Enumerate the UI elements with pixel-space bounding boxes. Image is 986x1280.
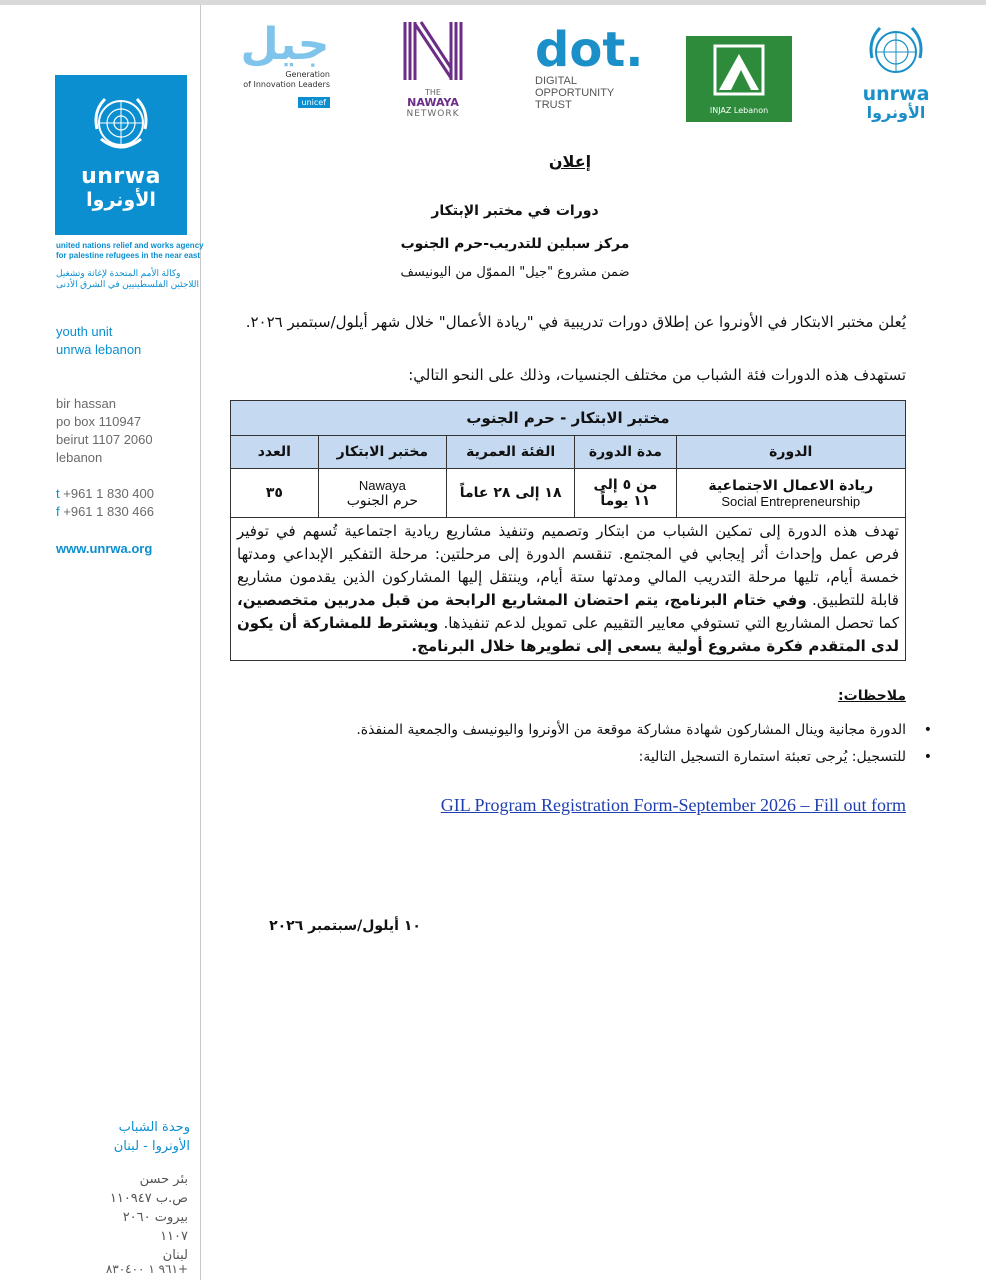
dot-line1: DIGITAL [535,75,577,87]
address-ar-line: ص.ب ١١٠٩٤٧ [109,1191,188,1206]
count-value: ٣٥ [265,485,283,501]
lab-name-ar: حرم الجنوب [346,492,419,509]
target-paragraph: تستهدف هذه الدورات فئة الشباب من مختلف الجنسيات، وذلك على النحو التالي: [408,366,906,384]
gil-logo-line2: of Innovation Leaders [243,80,330,89]
description-bold-text: ويشترط للمشاركة أن يكون لدى المتقدم فكرة مشروع أولية يسعى إلى تطويرها خلال البرنامج. [237,614,899,655]
announcement-title: إعلان [548,152,592,171]
course-cell [676,469,906,518]
unit-line: youth unit [56,324,113,339]
agency-en-line: united nations relief and works agency [56,241,204,250]
telephone [56,485,154,503]
youth-unit [56,323,141,359]
injaz-mountain-icon [709,42,769,98]
agency-name-en [56,241,204,261]
contact-numbers [56,485,154,521]
duration-line: من ٥ إلى [593,477,658,493]
address-ar-line: بيروت ٢٠٦٠ ١١٠٧ [122,1210,188,1244]
lab-cell [318,469,446,518]
address-ar-line: لبنان [162,1248,188,1263]
address-ar-line: بئر حسن [139,1172,188,1187]
duration-line: ١١ يوماً [600,493,651,509]
course-name-en: Social Entrepreneurship [721,493,861,509]
subtitle-center: مركز سبلين للتدريب-حرم الجنوب [400,236,630,252]
address-line: lebanon [56,450,103,465]
gil-logo [240,20,330,120]
un-emblem-icon [87,89,155,157]
unrwa-header-logo [848,24,944,124]
unit-ar-line: وحدة الشباب [118,1120,190,1135]
address-en [56,395,153,467]
unit-line: unrwa lebanon [56,342,142,357]
course-table [230,400,906,661]
unrwa-header-ar: الأونروا [866,103,926,122]
list-item: • الدورة مجانية وينال المشاركون شهادة مشاركة موقعة من الأونروا واليونيسف والجمعية المنفذة. [230,720,906,741]
header-lab: مختبر الابتكار [318,436,446,469]
nawaya-the: THE [425,88,441,97]
agency-en-line: for palestine refugees in the near east [56,251,201,260]
dot-line3: TRUST [535,99,572,111]
address-line: bir hassan [56,396,116,411]
dot-line2: OPPORTUNITY [535,87,615,99]
intro-paragraph: يُعلن مختبر الابتكار في الأونروا عن إطلاق دورات تدريبية في "ريادة الأعمال" خلال شهر أيلول/سبتمبر ٢٠٢٦. [245,313,906,331]
table-header-row [231,436,906,469]
nawaya-n-icon [401,20,465,82]
address-line: po box 110947 [56,414,142,429]
dot-logo [535,22,655,120]
unrwa-logo-en: unrwa [81,164,161,189]
table-row [231,469,906,518]
table-caption-row [231,401,906,436]
unrwa-logo-block [55,75,187,235]
age-value: ١٨ إلى ٢٨ عاماً [459,485,562,501]
tel-number: +961 1 830 400 [63,486,154,501]
sidebar-divider [200,5,201,1280]
gil-logo-line1: Generation [285,70,330,79]
header-course: الدورة [676,436,906,469]
count-cell [231,469,319,518]
tel-prefix: t [56,486,60,501]
course-description [231,518,906,661]
fax [56,503,154,521]
description-text: تهدف هذه الدورة إلى تمكين الشباب من ابتكار وتصميم وتنفيذ مشاريع ريادية اجتماعية تُسهم في توفير فرص عمل وإحداث أثر إيجابي في المجتمع. تنقسم الدورة إلى مرحلتين: مرحلة التفكير الإبداعي ومدتها خمسة أيام، تليها مرحلة التدريب المالي ومدتها ستة أيام، وينتقل إليها المشاركون الذين يقدمون مشاريع قابلة للتطبيق. [237,522,899,609]
lab-name-en: Nawaya [358,477,406,493]
phone-ar: +٩٦١ ١ ٨٣٠٤٠٠ [105,1262,188,1276]
duration-cell [575,469,676,518]
course-name-ar: ريادة الاعمال الاجتماعية [708,477,874,494]
fax-number: +961 1 830 466 [63,504,154,519]
registration-form-link[interactable]: GIL Program Registration Form-September 2026 – Fill out form [440,795,906,815]
description-bold-text: وفي ختام البرنامج، يتم احتضان المشاريع الرابحة من قبل مدربين متخصصين، [237,591,807,609]
table-description-row [231,518,906,661]
header-duration: مدة الدورة [575,436,676,469]
fax-prefix: f [56,504,60,519]
table-caption: مختبر الابتكار - حرم الجنوب [231,401,906,436]
nawaya-network: NETWORK [406,109,460,119]
header-age: الفئة العمرية [447,436,575,469]
agency-name-ar [56,268,199,290]
description-text: كما تحصل المشاريع التي تستوفي معايير التقييم على تمويل لدعم تنفيذها. [443,614,899,632]
subtitle-courses: دورات في مختبر الإبتكار [431,203,599,219]
gil-logo-mark: جيل [240,19,330,70]
injaz-label: INJAZ Lebanon [709,106,769,115]
notes-title: ملاحظات: [838,688,906,704]
list-item: • للتسجيل: يُرجى تعبئة استمارة التسجيل التالية: [230,747,906,768]
document-date: ١٠ أيلول/سبتمبر ٢٠٢٦ [269,918,421,934]
dot-logo-mark: dot. [535,22,644,78]
nawaya-name: NAWAYA [407,96,459,109]
subtitle-project: ضمن مشروع "جيل" المموّل من اليونيسف [400,265,630,280]
un-emblem-icon [866,24,926,80]
agency-ar-line: وكالة الأمم المتحدة لإغاثة وتشغيل [56,268,181,278]
injaz-logo [686,36,792,122]
unrwa-logo-ar: الأونروا [86,189,156,211]
unrwa-header-en: unrwa [862,83,930,105]
nawaya-logo [398,20,468,120]
unit-ar-line: الأونروا - لبنان [113,1139,190,1154]
agency-ar-line: اللاجئين الفلسطينيين في الشرق الأدنى [56,279,200,289]
notes-list [230,720,950,774]
address-ar [100,1170,188,1265]
address-line: beirut 1107 2060 [56,432,153,447]
header-count: العدد [231,436,319,469]
unicef-logo: unicef [298,97,331,108]
age-cell [447,469,575,518]
youth-unit-ar [110,1118,190,1156]
website[interactable]: www.unrwa.org [56,541,153,556]
